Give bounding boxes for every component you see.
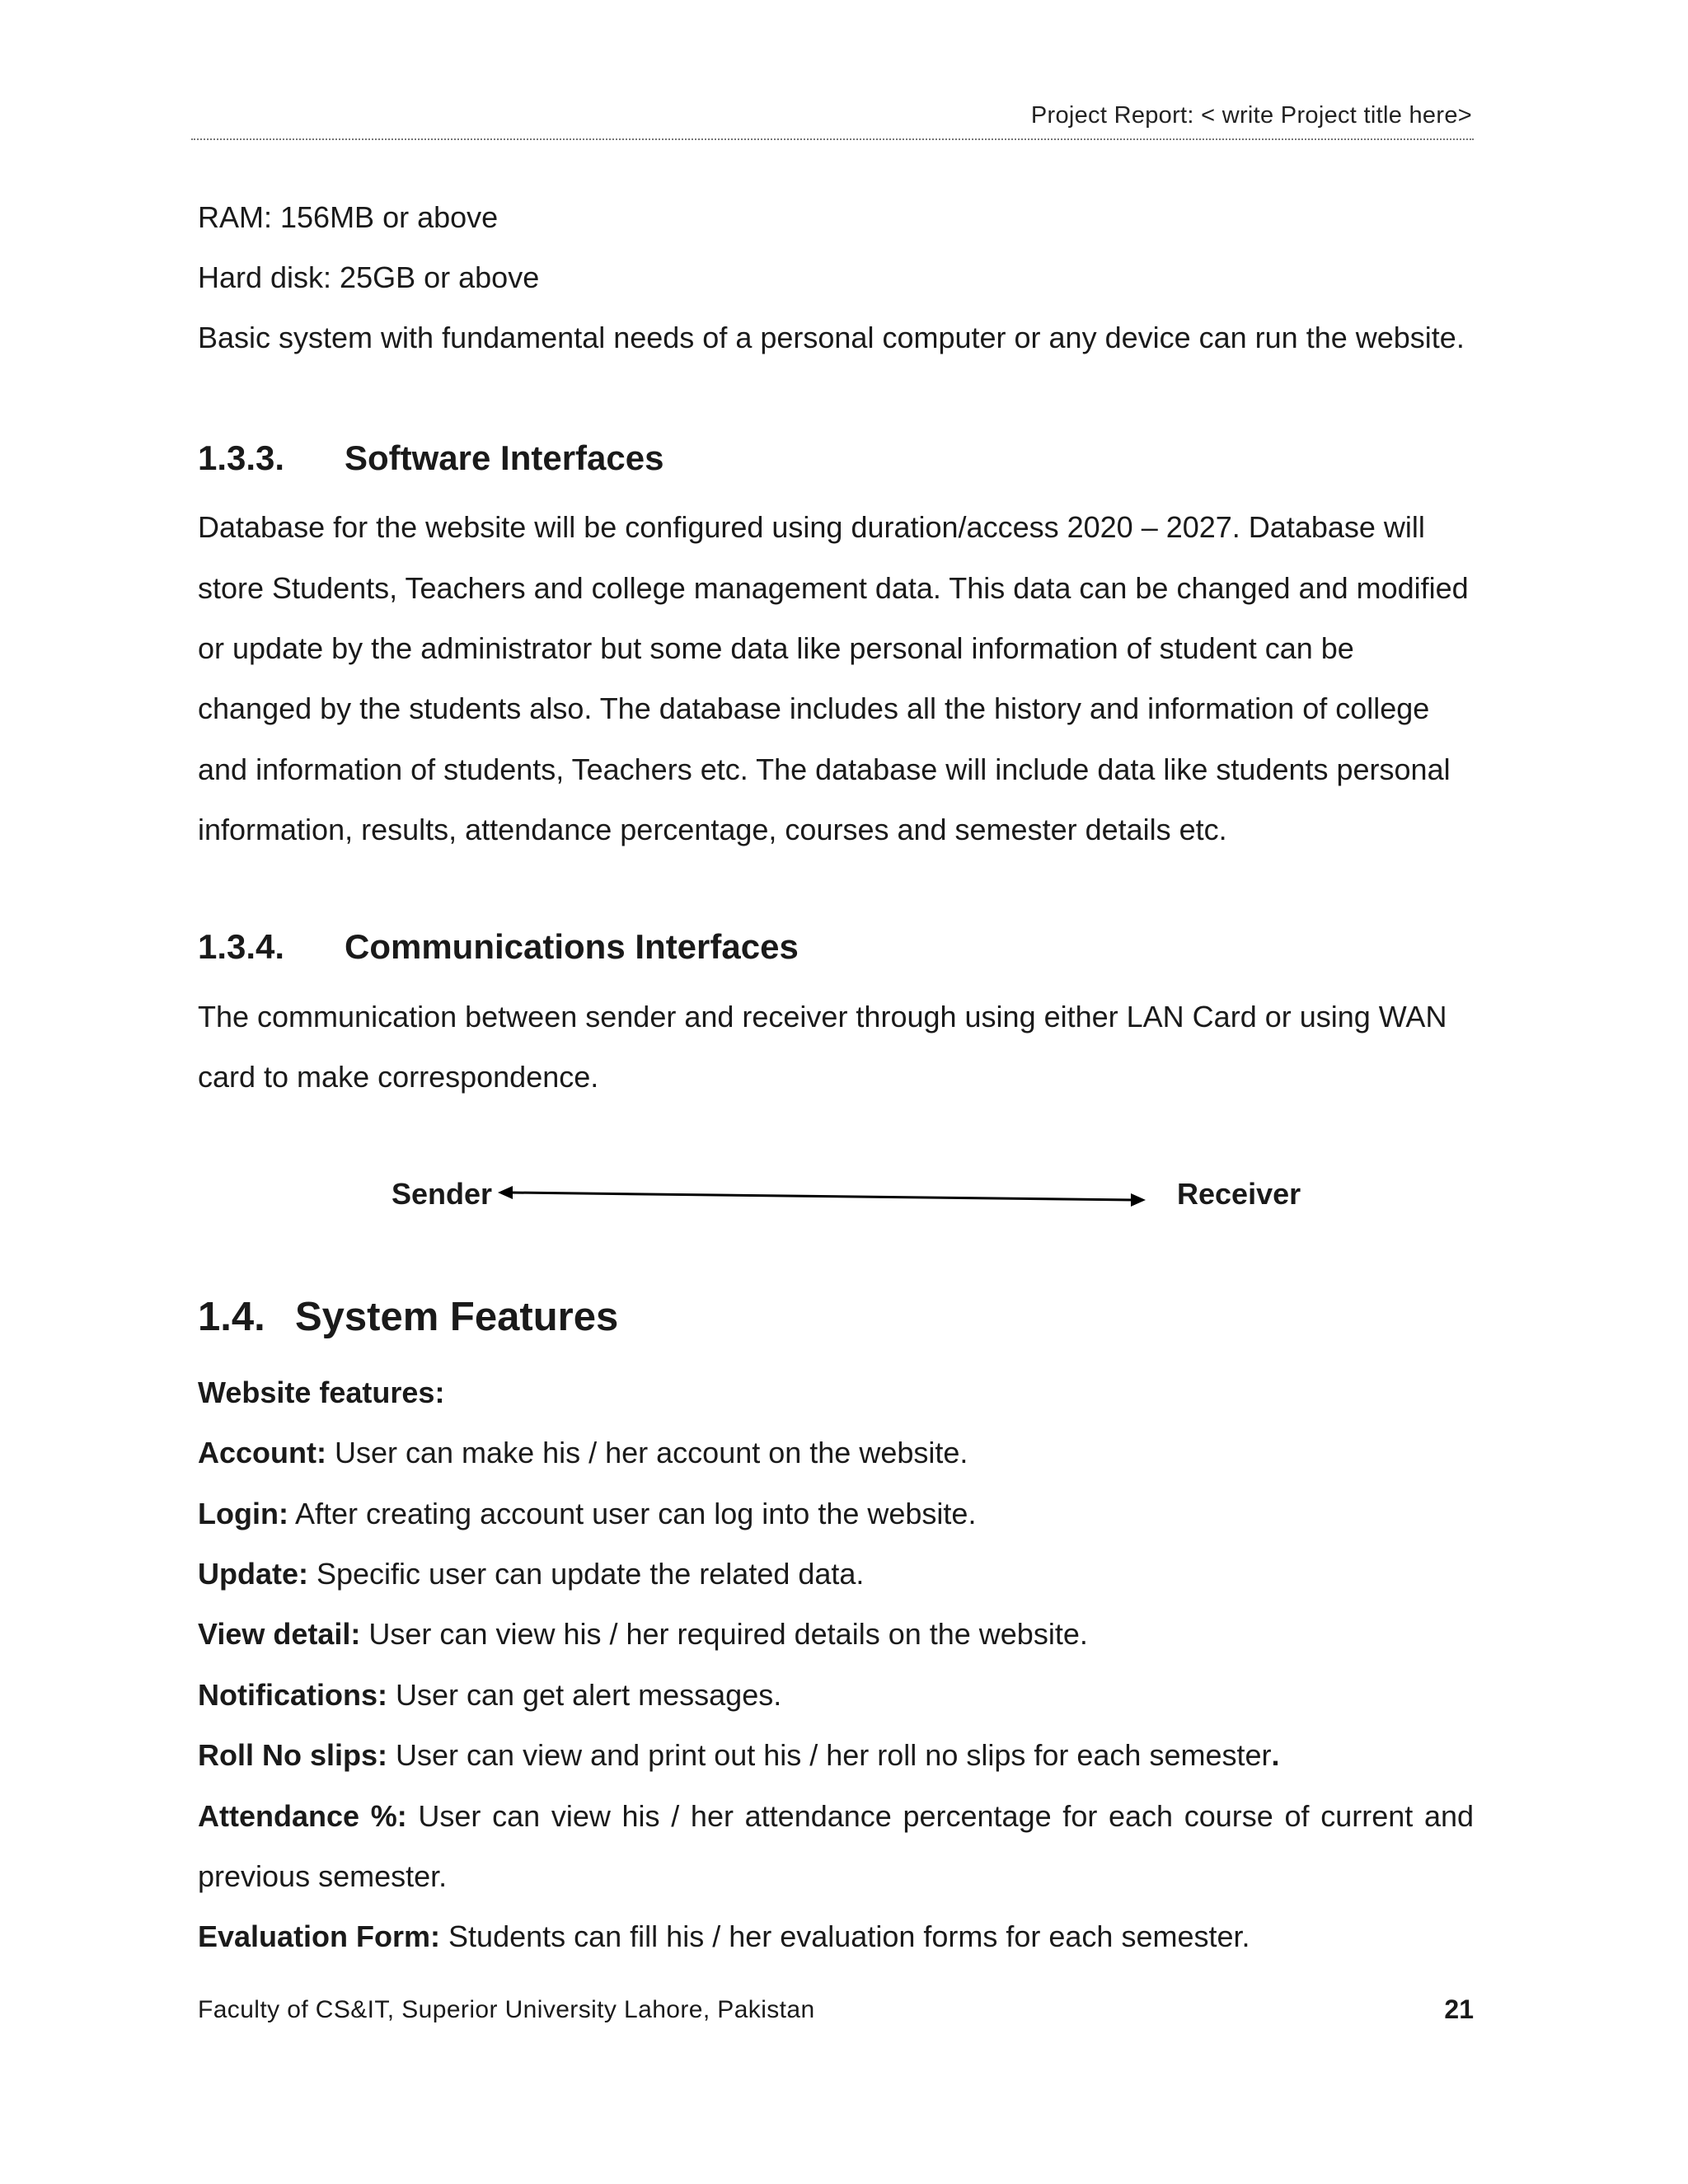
feature-item-account: [198, 1435, 968, 1471]
paragraph-line: information, results, attendance percentage, courses and semester details etc.: [198, 813, 1227, 846]
feature-label: Account:: [198, 1436, 326, 1469]
feature-text: User can make his / her account on the website.: [326, 1436, 968, 1469]
feature-label: Login:: [198, 1497, 288, 1530]
page-number: 21: [1444, 1994, 1474, 2024]
sender-label: Sender: [392, 1177, 493, 1211]
feature-item-attendance: [198, 1798, 1474, 1835]
feature-item-update: [198, 1556, 864, 1592]
receiver-label: Receiver: [1177, 1177, 1301, 1211]
feature-label: Attendance %:: [198, 1799, 407, 1833]
section-number: 1.3.4.: [198, 927, 285, 966]
feature-item-roll-no-slips: [198, 1737, 1280, 1774]
basic-system-line: Basic system with fundamental needs of a personal computer or any device can run the website.: [198, 321, 1465, 354]
feature-text: User can view his / her attendance percentage for each course of current and: [406, 1799, 1475, 1833]
feature-text: User can get alert messages.: [387, 1678, 782, 1712]
feature-item-view-detail: [198, 1616, 1088, 1652]
section-number: 1.3.3.: [198, 438, 285, 477]
features-subtitle: Website features:: [198, 1376, 445, 1409]
feature-item-login: [198, 1496, 976, 1532]
section-title: Software Interfaces: [345, 438, 664, 477]
feature-text: Specific user can update the related data.: [308, 1557, 865, 1591]
section-number: 1.4.: [198, 1295, 265, 1339]
feature-end-period: .: [1271, 1738, 1280, 1772]
section-title: System Features: [295, 1295, 619, 1339]
paragraph-line: store Students, Teachers and college management data. This data can be changed and modified: [198, 571, 1469, 605]
communications-interfaces-heading: [198, 927, 799, 967]
feature-label: Update:: [198, 1557, 308, 1591]
paragraph-line: Database for the website will be configured using duration/access 2020 – 2027. Database will: [198, 510, 1425, 544]
paragraph-line: and information of students, Teachers etc. The database will include data like students personal: [198, 752, 1451, 786]
feature-item-attendance-continued: previous semester.: [198, 1859, 448, 1893]
paragraph-line: changed by the students also. The database includes all the history and information of college: [198, 691, 1430, 725]
feature-label: View detail:: [198, 1617, 361, 1651]
paragraph-line: or update by the administrator but some data like personal information of student can be: [198, 631, 1354, 665]
system-features-heading: [198, 1294, 618, 1340]
paragraph-line: The communication between sender and receiver through using either LAN Card or using WAN: [198, 1000, 1447, 1033]
feature-label: Roll No slips:: [198, 1738, 388, 1772]
page-header: [191, 97, 1474, 140]
paragraph-line: card to make correspondence.: [198, 1060, 599, 1094]
feature-label: Notifications:: [198, 1678, 387, 1712]
header-title: Project Report: < write Project title here>: [1030, 102, 1472, 129]
software-interfaces-heading: [198, 438, 663, 478]
feature-text: Students can fill his / her evaluation forms for each semester.: [440, 1919, 1250, 1953]
section-title: Communications Interfaces: [345, 927, 799, 966]
feature-label: Evaluation Form:: [198, 1919, 441, 1953]
feature-text: User can view and print out his / her roll no slips for each semester: [387, 1738, 1272, 1772]
bidirectional-arrow-icon: [495, 1183, 1150, 1216]
ram-line: RAM: 156MB or above: [198, 200, 499, 234]
footer-institution: Faculty of CS&IT, Superior University Lahore, Pakistan: [198, 1996, 815, 2023]
feature-text: User can view his / her required details on the website.: [360, 1617, 1088, 1651]
feature-item-evaluation-form: [198, 1919, 1250, 1955]
feature-item-notifications: [198, 1677, 781, 1713]
hard-disk-line: Hard disk: 25GB or above: [198, 260, 540, 294]
feature-text: After creating account user can log into the website.: [288, 1497, 977, 1530]
